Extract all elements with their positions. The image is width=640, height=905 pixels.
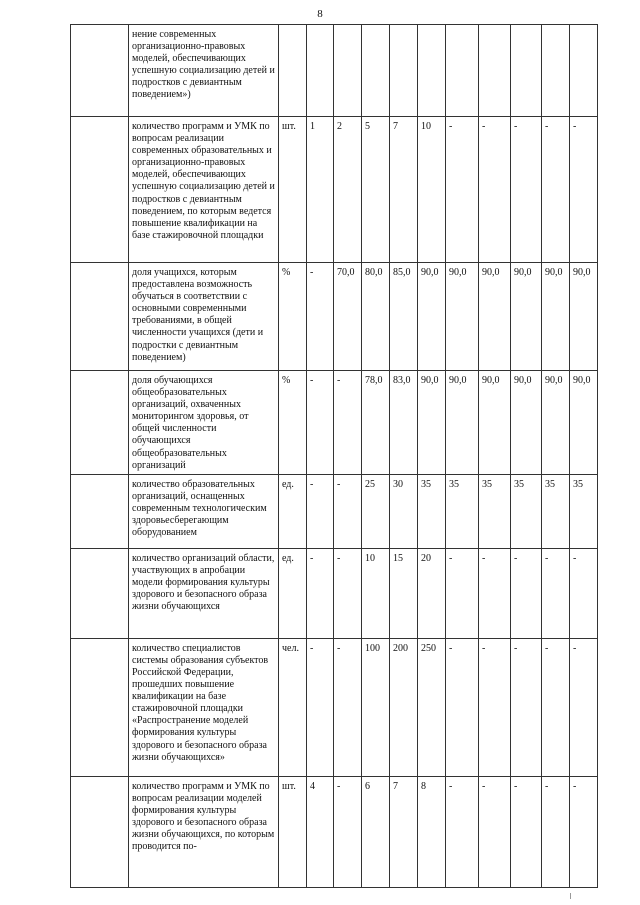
blank-cell — [71, 371, 129, 475]
value-cell: 90,0 — [511, 263, 542, 371]
value-cell: - — [511, 117, 542, 263]
value-cell: 250 — [418, 638, 446, 776]
value-cell — [542, 25, 570, 117]
table-row — [71, 638, 598, 776]
unit-cell: ед. — [279, 474, 307, 548]
value-cell: 90,0 — [542, 371, 570, 475]
value-cell: 70,0 — [334, 263, 362, 371]
value-cell: 2 — [334, 117, 362, 263]
value-cell: 7 — [390, 117, 418, 263]
value-cell: 35 — [511, 474, 542, 548]
value-cell: 90,0 — [511, 371, 542, 475]
value-cell: 85,0 — [390, 263, 418, 371]
value-cell: 83,0 — [390, 371, 418, 475]
value-cell: - — [570, 548, 598, 638]
indicators-table — [70, 24, 598, 888]
value-cell — [479, 25, 511, 117]
indicator-name: количество программ и УМК по вопросам реализации моделей формирования культуры здорового и безопасного образа жизни обучающихся, по которым проводится по- — [129, 776, 279, 887]
value-cell: 35 — [479, 474, 511, 548]
value-cell: 5 — [362, 117, 390, 263]
scan-mark — [570, 893, 571, 899]
blank-cell — [71, 263, 129, 371]
value-cell: 15 — [390, 548, 418, 638]
value-cell — [390, 25, 418, 117]
value-cell: - — [542, 548, 570, 638]
table-row — [71, 548, 598, 638]
value-cell: 6 — [362, 776, 390, 887]
value-cell: - — [334, 474, 362, 548]
value-cell: 10 — [362, 548, 390, 638]
unit-cell: шт. — [279, 117, 307, 263]
value-cell: 90,0 — [446, 371, 479, 475]
value-cell: 200 — [390, 638, 418, 776]
indicator-name: количество специалистов системы образования субъектов Российской Федерации, прошедших повышение квалификации на базе стажировочной площадки «Распространение моделей формирования культуры здорового и безопасного образа жизни обучающихся» — [129, 638, 279, 776]
indicator-name: доля обучающихся общеобразовательных организаций, охваченных мониторингом здоровья, от общей численности обучающихся общеобразовательных организаций — [129, 371, 279, 475]
value-cell: 35 — [542, 474, 570, 548]
value-cell: - — [570, 117, 598, 263]
blank-cell — [71, 638, 129, 776]
value-cell — [307, 25, 334, 117]
value-cell: - — [307, 371, 334, 475]
value-cell: 7 — [390, 776, 418, 887]
unit-cell: % — [279, 263, 307, 371]
page-number: 8 — [317, 8, 323, 20]
value-cell: 8 — [418, 776, 446, 887]
value-cell: 90,0 — [446, 263, 479, 371]
value-cell: - — [307, 638, 334, 776]
unit-cell — [279, 25, 307, 117]
value-cell: 10 — [418, 117, 446, 263]
unit-cell: шт. — [279, 776, 307, 887]
table-row — [71, 371, 598, 475]
value-cell: - — [307, 474, 334, 548]
value-cell: - — [334, 776, 362, 887]
value-cell — [511, 25, 542, 117]
value-cell: - — [446, 548, 479, 638]
value-cell: 90,0 — [570, 371, 598, 475]
value-cell: 80,0 — [362, 263, 390, 371]
value-cell — [362, 25, 390, 117]
value-cell: 35 — [570, 474, 598, 548]
value-cell: - — [511, 638, 542, 776]
unit-cell: ед. — [279, 548, 307, 638]
value-cell: - — [479, 548, 511, 638]
value-cell: - — [334, 371, 362, 475]
value-cell: - — [542, 117, 570, 263]
value-cell: 100 — [362, 638, 390, 776]
value-cell: - — [334, 638, 362, 776]
indicator-name: доля учащихся, которым предоставлена возможность обучаться в соответствии с основными современными требованиями, в общей численности учащихся (дети и подростки с девиантным поведением) — [129, 263, 279, 371]
value-cell: 78,0 — [362, 371, 390, 475]
value-cell: - — [542, 776, 570, 887]
blank-cell — [71, 548, 129, 638]
indicator-name: количество образовательных организаций, оснащенных современным технологическим здоровьесберегающим оборудованием — [129, 474, 279, 548]
value-cell: - — [479, 117, 511, 263]
value-cell — [446, 25, 479, 117]
value-cell: - — [479, 776, 511, 887]
value-cell: - — [446, 117, 479, 263]
value-cell: - — [542, 638, 570, 776]
indicator-name: количество программ и УМК по вопросам реализации современных образовательных и организационно-правовых моделей, обеспечивающих успешную социализацию детей и подростков с девиантным поведением, по которым ведется повышение квалификации на базе стажировочной площадки — [129, 117, 279, 263]
value-cell: 90,0 — [479, 263, 511, 371]
value-cell: 35 — [446, 474, 479, 548]
table-row — [71, 474, 598, 548]
blank-cell — [71, 776, 129, 887]
value-cell — [570, 25, 598, 117]
value-cell: 90,0 — [570, 263, 598, 371]
value-cell: 30 — [390, 474, 418, 548]
value-cell: 90,0 — [479, 371, 511, 475]
indicator-name: количество организаций области, участвующих в апробации модели формирования культуры здорового и безопасного образа жизни обучающихся — [129, 548, 279, 638]
value-cell: - — [307, 548, 334, 638]
unit-cell: чел. — [279, 638, 307, 776]
value-cell: 4 — [307, 776, 334, 887]
value-cell: - — [511, 776, 542, 887]
table-row — [71, 776, 598, 887]
value-cell: - — [570, 638, 598, 776]
table-row — [71, 117, 598, 263]
value-cell: - — [570, 776, 598, 887]
value-cell: 20 — [418, 548, 446, 638]
value-cell: 90,0 — [418, 371, 446, 475]
value-cell: - — [307, 263, 334, 371]
value-cell: 25 — [362, 474, 390, 548]
value-cell — [418, 25, 446, 117]
table-row — [71, 263, 598, 371]
value-cell: 35 — [418, 474, 446, 548]
value-cell: 1 — [307, 117, 334, 263]
indicator-name: нение современных организационно-правовых моделей, обеспечивающих успешную социализацию детей и подростков с девиантным поведением») — [129, 25, 279, 117]
value-cell: 90,0 — [542, 263, 570, 371]
value-cell — [334, 25, 362, 117]
value-cell: - — [511, 548, 542, 638]
table-row — [71, 25, 598, 117]
blank-cell — [71, 117, 129, 263]
value-cell: - — [446, 776, 479, 887]
unit-cell: % — [279, 371, 307, 475]
value-cell: - — [446, 638, 479, 776]
value-cell: 90,0 — [418, 263, 446, 371]
blank-cell — [71, 25, 129, 117]
value-cell: - — [479, 638, 511, 776]
value-cell: - — [334, 548, 362, 638]
blank-cell — [71, 474, 129, 548]
